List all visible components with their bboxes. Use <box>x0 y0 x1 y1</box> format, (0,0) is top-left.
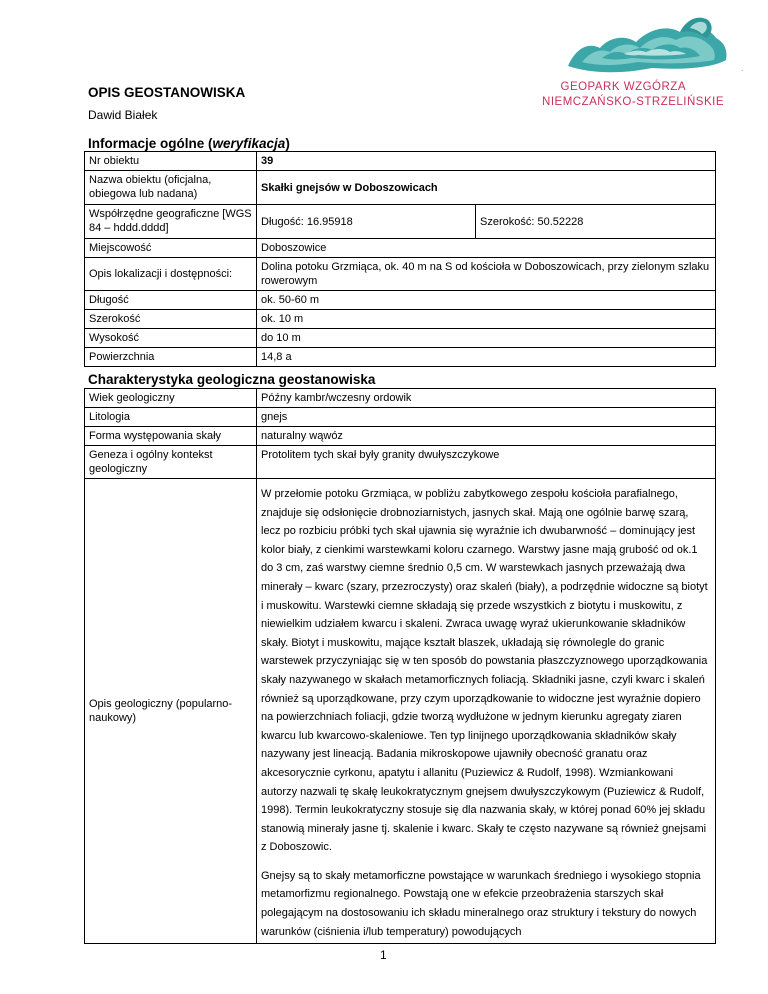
geology-heading: Charakterystyka geologiczna geostanowiska <box>88 372 376 387</box>
genesis-value: Protolitem tych skał były granity dwułyszczykowe <box>257 446 716 479</box>
table-row <box>85 171 716 205</box>
table-row <box>85 479 716 944</box>
table-row <box>85 205 716 239</box>
table-row <box>85 329 716 348</box>
name-label: Nazwa obiektu (oficjalna, obiegowa lub nadana) <box>85 171 257 205</box>
table-row <box>85 389 716 408</box>
length-value: ok. 50-60 m <box>257 291 716 310</box>
age-value: Późny kambr/wczesny ordowik <box>257 389 716 408</box>
age-label: Wiek geologiczny <box>85 389 257 408</box>
geopark-logo <box>542 8 734 114</box>
description-value <box>257 479 716 944</box>
heading-italic-word: weryfikacja <box>212 136 286 151</box>
table-row <box>85 408 716 427</box>
description-paragraph-1: W przełomie potoku Grzmiąca, w pobliżu zabytkowego zespołu kościoła parafialnego, znajduje się odsłonięcie drobnoziarnistych, jasnych skał. Mają one ogólnie barwę szarą, lecz po rozbiciu próbki tych skał ujawnia się wyraźnie ich dwubarwność – dominujący jest kolor biały, z cienkimi warstewkami koloru czarnego. Warstwy jasne mają grubość od ok.1 do 3 cm, zaś warstwy ciemne średnio 0,5 cm. W warstewkach jasnych przeważają dwa minerały – kwarc (szary, przezroczysty) oraz skaleń (biały), a podrzędnie widoczne są biotyt i muskowitu. Warstewki ciemne składają się przede wszystkich z biotytu i muskowitu, z niewielkim udziałem kwarcu i skaleni. Zwraca uwagę wyraź ukierunkowanie składników skały. Biotyt i muskowitu, mające kształt blaszek, układają się równolegle do granic warstewek przyczyniając się w ten sposób do powstania płaszczyznowego uporządkowania skały nazywanego w skałach metamorficznych foliacją. Składniki jasne, czyli kwarc i skaleń również są uporządkowane, przy czym uporządkowanie to widoczne jest wyraźnie dopiero na powierzchniach foliacji, gdzie tworzą wydłużone w jednym kierunku agregaty ziaren kwarcu lub kwarcowo-skaleniowe. Ten typ linijnego uporządkowania składników skały nazywany jest lineacją. Badania mikroskopowe ujawniły obecność granatu oraz akcesorycznie cyrkonu, apatytu i allanitu (Puziewicz & Rudolf, 1998). Wzmiankowani autorzy nazwali tę skałę leukokratycznym gnejsem dwułyszczykowym (Puziewicz & Rudolf, 1998). Termin leukokratyczny stosuje się dla nazwania skały, w której ponad 60% jej składu stanowią minerały jasne tj. skalenie i kwarc. Skały te często nazywane są również gnejsami z Doboszowic. <box>261 488 708 854</box>
nr-label: Nr obiektu <box>85 152 257 171</box>
location-value: Dolina potoku Grzmiąca, ok. 40 m na S od kościoła w Doboszowicach, przy zielonym szlaku rowerowym <box>257 258 716 291</box>
table-row <box>85 239 716 258</box>
page-number: 1 <box>380 948 387 962</box>
form-label: Forma występowania skały <box>85 427 257 446</box>
document-title: OPIS GEOSTANOWISKA <box>88 85 246 100</box>
table-row <box>85 291 716 310</box>
height-label: Wysokość <box>85 329 257 348</box>
geology-table <box>84 388 716 944</box>
width-label: Szerokość <box>85 310 257 329</box>
general-info-table <box>84 151 716 367</box>
logo-hills-graphic <box>562 8 732 80</box>
latitude-value: Szerokość: 50.52228 <box>476 205 716 239</box>
height-value: do 10 m <box>257 329 716 348</box>
area-value: 14,8 a <box>257 348 716 367</box>
location-label: Opis lokalizacji i dostępności: <box>85 258 257 291</box>
name-value: Skałki gnejsów w Doboszowicach <box>257 171 716 205</box>
logo-text-line1: GEOPARK WZGÓRZA <box>560 81 686 93</box>
genesis-label: Geneza i ogólny kontekst geologiczny <box>85 446 257 479</box>
length-label: Długość <box>85 291 257 310</box>
form-value: naturalny wąwóz <box>257 427 716 446</box>
coords-label: Współrzędne geograficzne [WGS 84 – hddd.dddd] <box>85 205 257 239</box>
description-paragraph-2: Gnejsy są to skały metamorficzne powstające w warunkach średniego i wysokiego stopnia metamorfizmu regionalnego. Powstają one w efekcie przeobrażenia starszych skał polegającym na dostosowaniu ich składu mineralnego oraz struktury i tekstury do nowych warunków (ciśnienia i/lub temperatury) powodujących <box>261 869 701 938</box>
place-label: Miejscowość <box>85 239 257 258</box>
table-row <box>85 258 716 291</box>
logo-text-line2: NIEMCZAŃSKO-STRZELIŃSKIE <box>542 96 724 108</box>
area-label: Powierzchnia <box>85 348 257 367</box>
description-label: Opis geologiczny (popularno-naukowy) <box>85 479 257 944</box>
nr-value: 39 <box>257 152 716 171</box>
general-info-heading: Informacje ogólne (weryfikacja) <box>88 136 290 151</box>
place-value: Doboszowice <box>257 239 716 258</box>
table-row <box>85 446 716 479</box>
author-name: Dawid Białek <box>88 108 158 122</box>
longitude-value: Długość: 16.95918 <box>257 205 476 239</box>
table-row <box>85 152 716 171</box>
width-value: ok. 10 m <box>257 310 716 329</box>
lithology-value: gnejs <box>257 408 716 427</box>
logo-dot: . <box>741 64 744 73</box>
table-row <box>85 427 716 446</box>
table-row <box>85 348 716 367</box>
lithology-label: Litologia <box>85 408 257 427</box>
table-row <box>85 310 716 329</box>
